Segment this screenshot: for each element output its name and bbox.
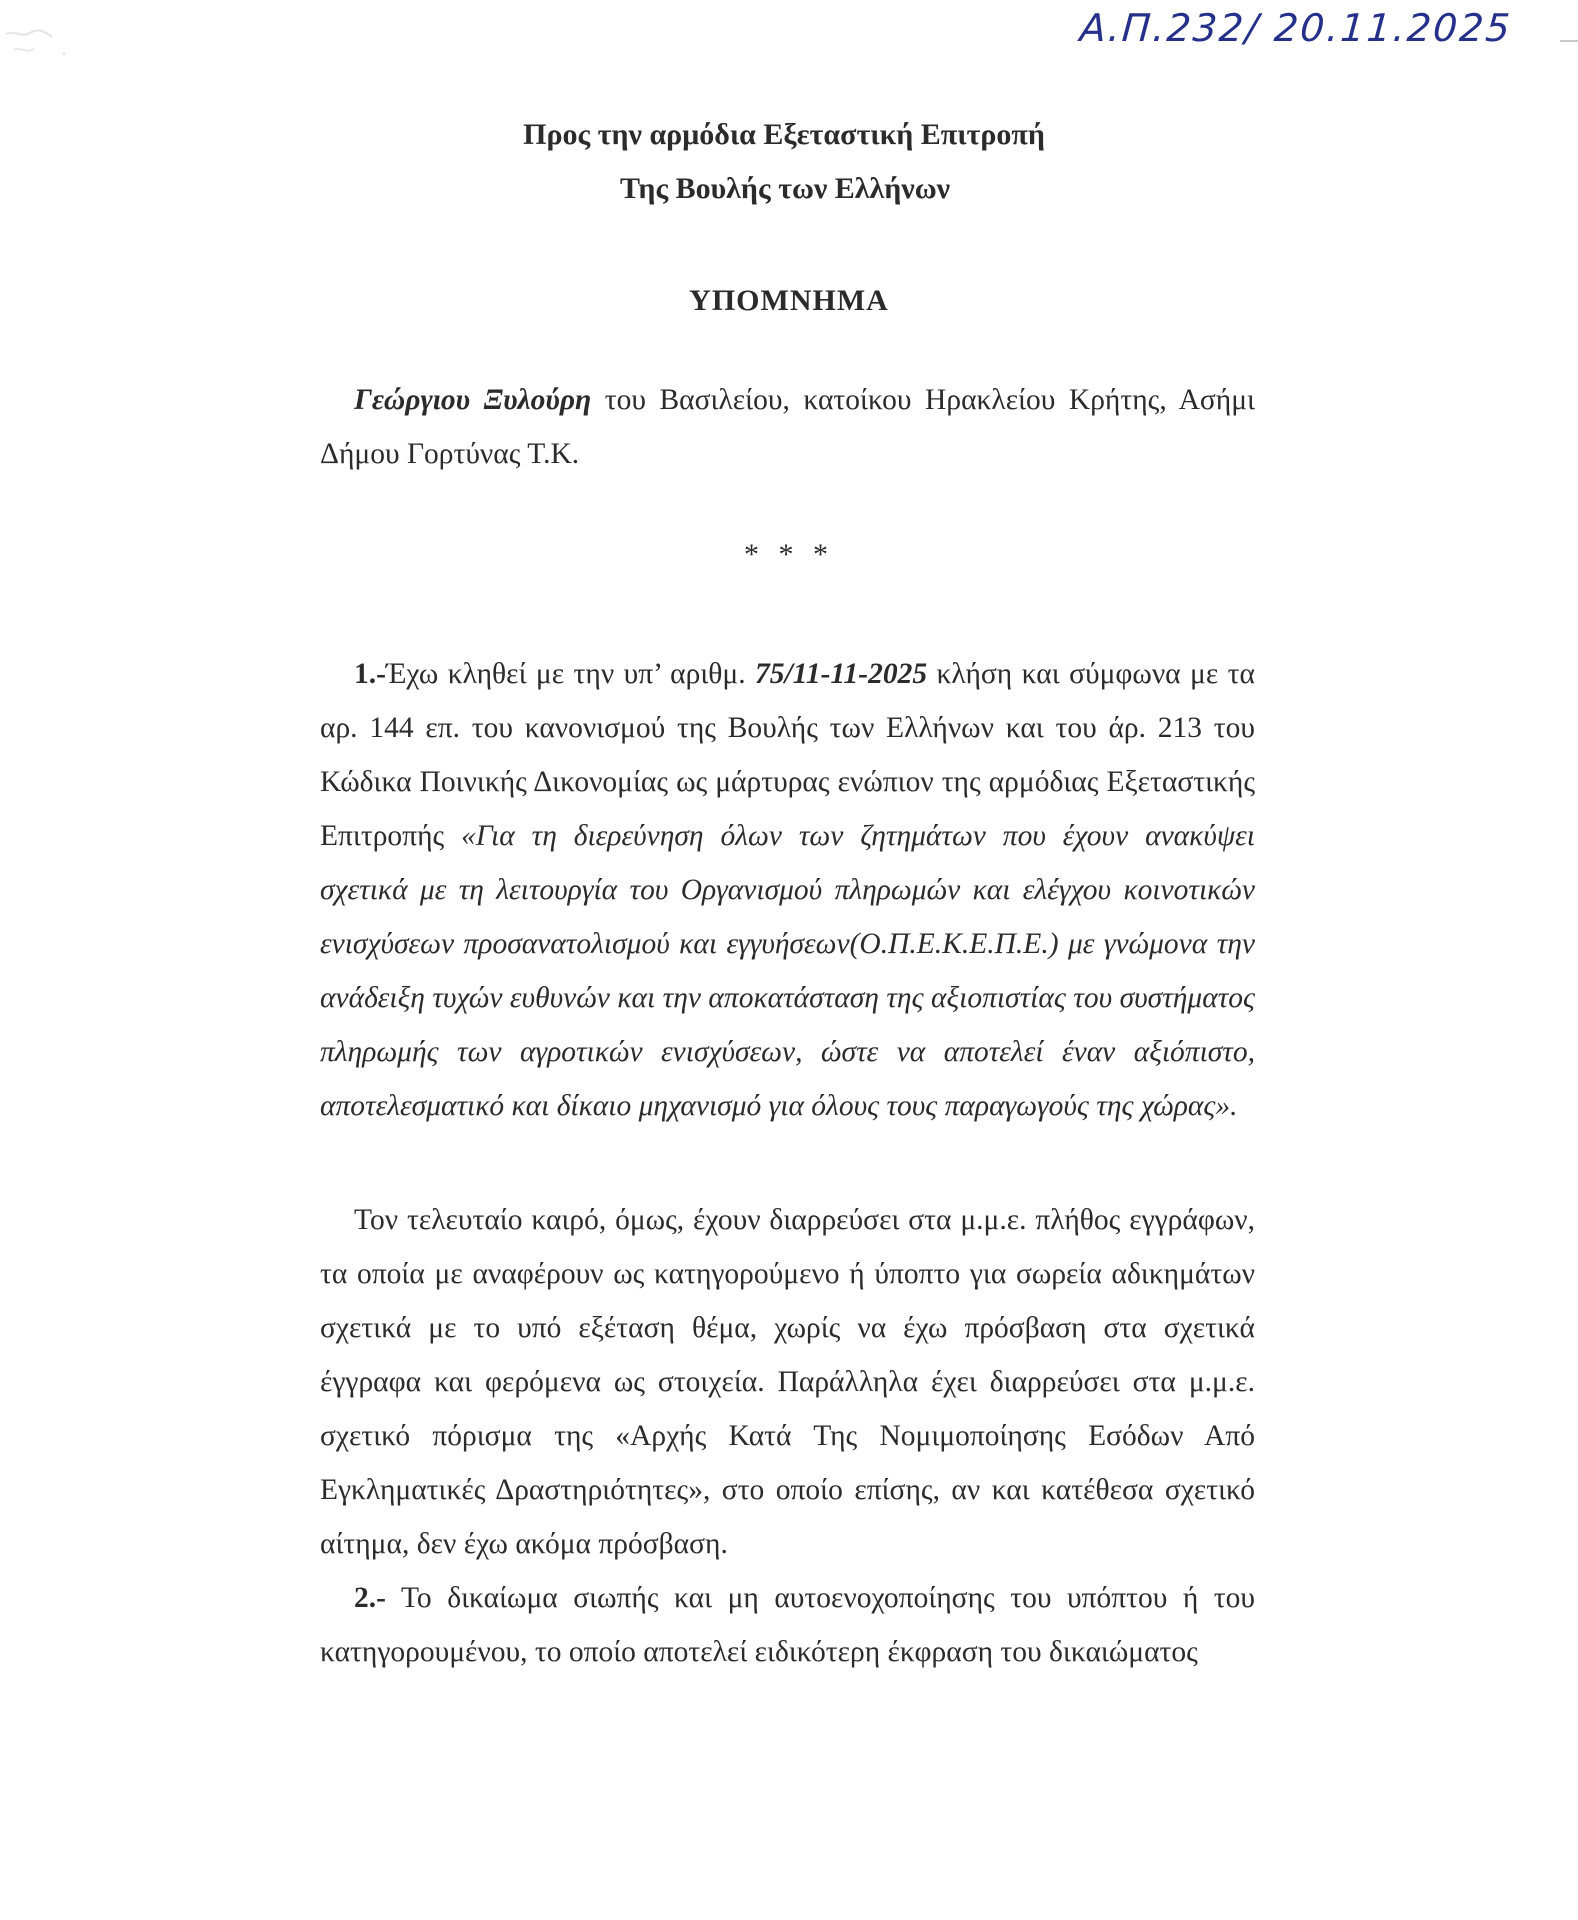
paragraph-1-text-b: κλήση και σύμφωνα με τα αρ. 144 επ. του κανονισμού της Βουλής των Ελλήνων και του άρ. 213 του Κώδικα Ποινικής Δικονομίας ως μάρτυρας ενώπιον της αρμόδιας Εξεταστικής Επιτροπής xyxy=(320,658,1255,852)
paragraph-2-text: Το δικαίωμα σιωπής και μη αυτοενοχοποίησης του υπόπτου ή του κατηγορουμένου, το οποίο αποτελεί ειδικότερη έκφραση του δικαιώματος xyxy=(320,1582,1255,1668)
addressee-line-2: Της Βουλής των Ελλήνων xyxy=(619,172,951,205)
paragraph-1-continued xyxy=(320,1193,1255,1571)
author-details: του Βασιλείου, κατοίκου Ηρακλείου Κρήτης, Ασήμι Δήμου Γορτύνας Τ.Κ. xyxy=(320,384,1255,470)
paragraph-1 xyxy=(320,647,1255,1133)
paragraph-1-text-a: Έχω κληθεί με την υπ’ αριθμ. xyxy=(385,658,756,690)
addressee-line-1: Προς την αρμόδια Εξεταστική Επιτροπή xyxy=(523,118,1045,151)
paragraph-number: 2.- xyxy=(354,1582,386,1614)
author-name: Γεώργιου Ξυλούρη xyxy=(354,384,592,416)
paragraph-number: 1.- xyxy=(354,658,386,690)
scan-edge-mark xyxy=(1560,40,1578,66)
committee-mandate-quote: «Για τη διερεύνηση όλων των ζητημάτων που έχουν ανακύψει σχετικά με τη λειτουργία του Οργανισμού πληρωμών και ελέγχου κοινοτικών ενισχύσεων προσανατολισμού και εγγυήσεων(Ο.Π.Ε.Κ.Ε.Π.Ε.) με γνώμονα την ανάδειξη τυχών ευθυνών και την αποκατάσταση της αξιοπιστίας του συστήματος πληρωμής των αγροτικών ενισχύσεων, ώστε να αποτελεί έναν αξιόπιστο, αποτελεσματικό και δίκαιο μηχανισμό για όλους τους παραγωγούς της χώρας». xyxy=(320,820,1256,1122)
protocol-stamp: Α.Π.232/ 20.11.2025 xyxy=(1078,6,1514,50)
intro-paragraph xyxy=(320,373,1255,481)
scan-smudge xyxy=(4,28,84,68)
document-title: ΥΠΟΜΝΗΜΑ xyxy=(689,284,889,317)
section-separator: * * * xyxy=(744,538,834,571)
summons-reference: 75/11-11-2025 xyxy=(755,658,928,690)
paragraph-1b-text: Τον τελευταίο καιρό, όμως, έχουν διαρρεύσει στα μ.μ.ε. πλήθος εγγράφων, τα οποία με αναφέρουν ως κατηγορούμενο ή ύποπτο για σωρεία αδικημάτων σχετικά με το υπό εξέταση θέμα, χωρίς να έχω πρόσβαση στα σχετικά έγγραφα και φερόμενα ως στοιχεία. Παράλληλα έχει διαρρεύσει στα μ.μ.ε. σχετικό πόρισμα της «Αρχής Κατά Της Νομιμοποίησης Εσόδων Από Εγκληματικές Δραστηριότητες», στο οποίο επίσης, αν και κατέθεσα σχετικό αίτημα, δεν έχω ακόμα πρόσβαση. xyxy=(320,1204,1255,1560)
paragraph-2 xyxy=(320,1571,1255,1679)
